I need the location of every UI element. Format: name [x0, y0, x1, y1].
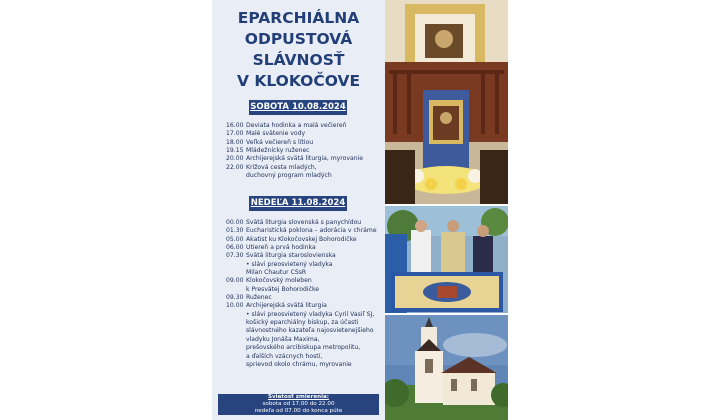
event-time: 18.00: [226, 138, 244, 146]
schedule-row: [226, 261, 385, 269]
event-text: Akatist ku Klokočovskej Bohorodičke: [246, 235, 357, 243]
event-text: Krížová cesta mladých,: [246, 163, 317, 171]
footer-title: Sviatosť zmierenia:: [267, 394, 330, 400]
saturday-schedule: [226, 122, 385, 180]
confession-footer: [218, 394, 379, 415]
event-text: Ruženec: [246, 294, 272, 302]
title-line: ODPUSTOVÁ: [244, 30, 353, 48]
event-time: [226, 286, 246, 294]
event-text: duchovný program mladých: [246, 172, 332, 180]
schedule-row: [226, 311, 385, 319]
event-time: 05.00: [226, 235, 244, 243]
event-time: 01.30: [226, 227, 244, 235]
event-text: Deviata hodinka a malá večiereň: [246, 122, 347, 129]
schedule-row: [226, 327, 385, 335]
footer-line: nedeľa od 07.00 do konca púte: [254, 407, 343, 414]
event-text: sprievod okolo chrámu, myrovanie: [246, 360, 352, 368]
schedule-row: [226, 164, 385, 172]
event-text: Mládežnícky ruženec: [246, 147, 310, 155]
event-time: [226, 353, 246, 361]
schedule-row: [226, 344, 385, 352]
event-text: k Presvätej Bohorodičke: [246, 285, 320, 293]
event-text: Archijerejská svätá liturgia, myrovanie: [246, 155, 364, 163]
title-line: SLÁVNOSŤ: [252, 51, 345, 69]
icon-shrine-photo: [385, 0, 508, 204]
event-text: košický eparchiálny biskup, za účasti: [246, 319, 359, 327]
event-time: [226, 261, 246, 269]
poster-title: [212, 8, 385, 92]
schedule-row: [226, 294, 385, 302]
procession-photo: [385, 206, 508, 313]
saturday-header: SOBOTA 10.08.2024: [249, 100, 347, 115]
schedule-row: [226, 244, 385, 252]
title-line: EPARCHIÁLNA: [237, 9, 360, 27]
event-text: Utiereň a prvá hodinka: [246, 244, 316, 252]
event-time: [226, 172, 246, 180]
poster: [212, 0, 385, 420]
event-time: 19.15: [226, 147, 244, 155]
event-time: [226, 336, 246, 344]
schedule-row: [226, 130, 385, 138]
schedule-row: [226, 361, 385, 369]
schedule-row: [226, 147, 385, 155]
schedule-row: [226, 227, 385, 235]
event-time: [226, 344, 246, 352]
schedule-row: [226, 319, 385, 327]
event-time: [226, 327, 246, 335]
schedule-row: [226, 336, 385, 344]
event-time: [226, 361, 246, 369]
event-time: 00.00: [226, 219, 244, 226]
event-time: [226, 269, 246, 277]
schedule-row: [226, 236, 385, 244]
event-text: slávnostného kazateľa najosvietenejšieho: [246, 327, 374, 335]
schedule-row: [226, 172, 385, 180]
schedule-row: [226, 353, 385, 361]
event-time: 17.00: [226, 130, 244, 138]
event-text: Svätá liturgia slovenská s panychídou: [246, 219, 362, 226]
event-text: • slávi preosvietený vladyka: [246, 260, 333, 268]
event-time: 16.00: [226, 122, 244, 129]
event-time: 22.00: [226, 163, 244, 171]
schedule-row: [226, 219, 385, 227]
event-time: [226, 319, 246, 327]
event-text: Klokočovský moleben: [246, 277, 312, 285]
church-photo: [385, 315, 508, 420]
schedule-row: [226, 277, 385, 285]
event-text: Malé svätenie vody: [246, 130, 306, 138]
event-text: • slávi preosvietený vladyka Cyril Vasiľ SJ,: [246, 310, 375, 318]
event-text: Svätá liturgia staroslovienska: [246, 252, 336, 260]
photo-column: [385, 0, 508, 420]
event-text: Archijerejská svätá liturgia: [246, 302, 327, 310]
schedule-row: [226, 155, 385, 163]
event-time: 09.00: [226, 277, 244, 285]
event-time: [226, 311, 246, 319]
schedule-row: [226, 122, 385, 130]
event-text: vladyku Jonáša Maxima,: [246, 335, 320, 343]
sunday-schedule: [226, 219, 385, 369]
schedule-row: [226, 139, 385, 147]
event-time: 07.30: [226, 252, 244, 260]
event-time: 20.00: [226, 155, 244, 163]
schedule-row: [226, 252, 385, 260]
event-time: 06.00: [226, 244, 244, 252]
event-text: Veľká večiereň s lítiou: [246, 138, 314, 146]
schedule-row: [226, 286, 385, 294]
event-text: prešovského arcibiskupa metropolitu,: [246, 344, 361, 352]
event-time: 09.30: [226, 294, 244, 302]
title-line: V KLOKOČOVE: [236, 72, 361, 90]
footer-line: sobota od 17.00 do 22.00: [262, 400, 335, 407]
event-text: a ďalších vzácnych hostí,: [246, 352, 323, 360]
event-text: Eucharistická poklona – adorácia v chráme: [246, 227, 377, 235]
event-time: 10.00: [226, 302, 244, 310]
schedule-row: [226, 269, 385, 277]
schedule-row: [226, 302, 385, 310]
event-text: Milan Chautur CSsR: [246, 269, 307, 277]
sunday-header: NEDEĽA 11.08.2024: [249, 196, 347, 211]
